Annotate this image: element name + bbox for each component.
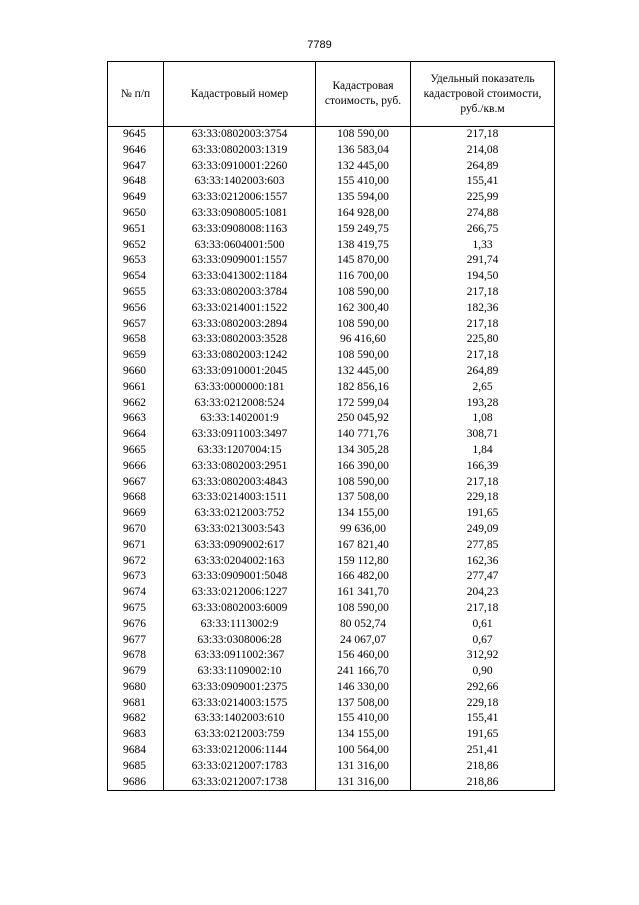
specific-value: 217,18 (411, 348, 555, 364)
specific-value: 218,86 (411, 775, 555, 791)
cadastral-value: 108 590,00 (316, 475, 411, 491)
cadastral-value: 138 419,75 (316, 238, 411, 254)
cadastral-number: 63:33:0802003:3528 (164, 332, 316, 348)
row-number: 9660 (108, 364, 164, 380)
table-row (108, 475, 555, 491)
specific-value: 229,18 (411, 696, 555, 712)
specific-value: 191,65 (411, 727, 555, 743)
specific-value: 277,85 (411, 538, 555, 554)
cadastral-number: 63:33:0000000:181 (164, 380, 316, 396)
specific-value: 2,65 (411, 380, 555, 396)
row-number: 9686 (108, 775, 164, 791)
table-row (108, 490, 555, 506)
cadastral-number: 63:33:0212006:1557 (164, 190, 316, 206)
row-number: 9675 (108, 601, 164, 617)
specific-value: 1,08 (411, 411, 555, 427)
row-number: 9683 (108, 727, 164, 743)
cadastral-value: 134 305,28 (316, 443, 411, 459)
specific-value: 264,89 (411, 364, 555, 380)
cadastral-value: 137 508,00 (316, 696, 411, 712)
row-number: 9645 (108, 127, 164, 143)
specific-value: 155,41 (411, 711, 555, 727)
cadastral-value: 155 410,00 (316, 174, 411, 190)
row-number: 9678 (108, 648, 164, 664)
row-number: 9658 (108, 332, 164, 348)
cadastral-number: 63:33:0802003:1242 (164, 348, 316, 364)
cadastral-value: 146 330,00 (316, 680, 411, 696)
table-row (108, 190, 555, 206)
cadastral-number: 63:33:0909001:1557 (164, 253, 316, 269)
table-row (108, 143, 555, 159)
cadastral-value: 166 390,00 (316, 459, 411, 475)
cadastral-number: 63:33:0212007:1738 (164, 775, 316, 791)
cadastral-value: 241 166,70 (316, 664, 411, 680)
cadastral-number: 63:33:0910001:2260 (164, 159, 316, 175)
table-row (108, 711, 555, 727)
specific-value: 217,18 (411, 127, 555, 143)
row-number: 9671 (108, 538, 164, 554)
specific-value: 217,18 (411, 601, 555, 617)
table-row (108, 380, 555, 396)
cadastral-number: 63:33:0908005:1081 (164, 206, 316, 222)
cadastral-value: 140 771,76 (316, 427, 411, 443)
specific-value: 229,18 (411, 490, 555, 506)
table-row (108, 506, 555, 522)
row-number: 9668 (108, 490, 164, 506)
table-row (108, 238, 555, 254)
specific-value: 251,41 (411, 743, 555, 759)
cadastral-number: 63:33:0604001:500 (164, 238, 316, 254)
table-row (108, 317, 555, 333)
header-specific-value: Удельный показатель кадастровой стоимости, руб./кв.м (411, 62, 555, 127)
specific-value: 218,86 (411, 759, 555, 775)
cadastral-value: 159 112,80 (316, 554, 411, 570)
specific-value: 1,33 (411, 238, 555, 254)
specific-value: 182,36 (411, 301, 555, 317)
cadastral-number: 63:33:0212008:524 (164, 396, 316, 412)
row-number: 9677 (108, 633, 164, 649)
cadastral-number: 63:33:0802003:3754 (164, 127, 316, 143)
table-row (108, 554, 555, 570)
row-number: 9681 (108, 696, 164, 712)
table-row (108, 680, 555, 696)
row-number: 9650 (108, 206, 164, 222)
row-number: 9674 (108, 585, 164, 601)
specific-value: 194,50 (411, 269, 555, 285)
cadastral-value: 108 590,00 (316, 317, 411, 333)
cadastral-value: 132 445,00 (316, 364, 411, 380)
row-number: 9649 (108, 190, 164, 206)
specific-value: 193,28 (411, 396, 555, 412)
cadastral-value: 167 821,40 (316, 538, 411, 554)
cadastral-value: 131 316,00 (316, 759, 411, 775)
table-header (108, 62, 555, 127)
cadastral-number: 63:33:0212006:1227 (164, 585, 316, 601)
table-row (108, 743, 555, 759)
table-row (108, 411, 555, 427)
cadastral-number: 63:33:0909001:5048 (164, 569, 316, 585)
cadastral-value: 166 482,00 (316, 569, 411, 585)
table-row (108, 285, 555, 301)
cadastral-value: 172 599,04 (316, 396, 411, 412)
cadastral-value: 80 052,74 (316, 617, 411, 633)
specific-value: 1,84 (411, 443, 555, 459)
cadastral-value: 108 590,00 (316, 127, 411, 143)
cadastral-number: 63:33:1109002:10 (164, 664, 316, 680)
specific-value: 266,75 (411, 222, 555, 238)
header-cadastral-number: Кадастровый номер (164, 62, 316, 127)
cadastral-number: 63:33:0909002:617 (164, 538, 316, 554)
cadastral-value: 136 583,04 (316, 143, 411, 159)
specific-value: 166,39 (411, 459, 555, 475)
cadastral-number: 63:33:0308006:28 (164, 633, 316, 649)
row-number: 9654 (108, 269, 164, 285)
cadastral-value: 159 249,75 (316, 222, 411, 238)
specific-value: 292,66 (411, 680, 555, 696)
cadastral-number: 63:33:1402003:603 (164, 174, 316, 190)
cadastral-value: 135 594,00 (316, 190, 411, 206)
cadastral-number: 63:33:0802003:3784 (164, 285, 316, 301)
table-row (108, 585, 555, 601)
specific-value: 308,71 (411, 427, 555, 443)
table-row (108, 727, 555, 743)
table-row (108, 427, 555, 443)
row-number: 9662 (108, 396, 164, 412)
cadastral-number: 63:33:0214003:1575 (164, 696, 316, 712)
row-number: 9684 (108, 743, 164, 759)
cadastral-number: 63:33:0911003:3497 (164, 427, 316, 443)
table-body (108, 127, 555, 791)
header-cadastral-value: Кадастровая стоимость, руб. (316, 62, 411, 127)
row-number: 9666 (108, 459, 164, 475)
specific-value: 0,90 (411, 664, 555, 680)
row-number: 9673 (108, 569, 164, 585)
cadastral-value: 108 590,00 (316, 285, 411, 301)
cadastral-number: 63:33:0911002:367 (164, 648, 316, 664)
row-number: 9685 (108, 759, 164, 775)
cadastral-value: 250 045,92 (316, 411, 411, 427)
row-number: 9672 (108, 554, 164, 570)
cadastral-number: 63:33:0214003:1511 (164, 490, 316, 506)
row-number: 9663 (108, 411, 164, 427)
cadastral-number: 63:33:0910001:2045 (164, 364, 316, 380)
table-row (108, 538, 555, 554)
cadastral-value: 161 341,70 (316, 585, 411, 601)
cadastral-number: 63:33:0909001:2375 (164, 680, 316, 696)
cadastral-number: 63:33:0212006:1144 (164, 743, 316, 759)
row-number: 9669 (108, 506, 164, 522)
cadastral-value: 108 590,00 (316, 601, 411, 617)
cadastral-number: 63:33:1207004:15 (164, 443, 316, 459)
table-row (108, 174, 555, 190)
cadastral-number: 63:33:1113002:9 (164, 617, 316, 633)
row-number: 9679 (108, 664, 164, 680)
cadastral-table (107, 61, 555, 791)
cadastral-number: 63:33:0413002:1184 (164, 269, 316, 285)
row-number: 9647 (108, 159, 164, 175)
cadastral-number: 63:33:0802003:2951 (164, 459, 316, 475)
row-number: 9656 (108, 301, 164, 317)
cadastral-number: 63:33:0213003:543 (164, 522, 316, 538)
row-number: 9646 (108, 143, 164, 159)
table-row (108, 269, 555, 285)
table-row (108, 664, 555, 680)
cadastral-value: 155 410,00 (316, 711, 411, 727)
table-row (108, 601, 555, 617)
cadastral-number: 63:33:0802003:4843 (164, 475, 316, 491)
table-row (108, 459, 555, 475)
cadastral-number: 63:33:0212007:1783 (164, 759, 316, 775)
cadastral-value: 132 445,00 (316, 159, 411, 175)
specific-value: 225,99 (411, 190, 555, 206)
row-number: 9664 (108, 427, 164, 443)
cadastral-value: 99 636,00 (316, 522, 411, 538)
row-number: 9676 (108, 617, 164, 633)
cadastral-value: 134 155,00 (316, 506, 411, 522)
cadastral-value: 24 067,07 (316, 633, 411, 649)
cadastral-value: 116 700,00 (316, 269, 411, 285)
specific-value: 214,08 (411, 143, 555, 159)
specific-value: 0,67 (411, 633, 555, 649)
row-number: 9682 (108, 711, 164, 727)
cadastral-number: 63:33:0908008:1163 (164, 222, 316, 238)
table-row (108, 522, 555, 538)
table-row (108, 759, 555, 775)
cadastral-value: 156 460,00 (316, 648, 411, 664)
specific-value: 155,41 (411, 174, 555, 190)
cadastral-number: 63:33:0214001:1522 (164, 301, 316, 317)
row-number: 9657 (108, 317, 164, 333)
specific-value: 162,36 (411, 554, 555, 570)
row-number: 9667 (108, 475, 164, 491)
table-row (108, 396, 555, 412)
cadastral-number: 63:33:0802003:6009 (164, 601, 316, 617)
table-row (108, 775, 555, 791)
row-number: 9648 (108, 174, 164, 190)
table-row (108, 159, 555, 175)
table-row (108, 617, 555, 633)
row-number: 9653 (108, 253, 164, 269)
row-number: 9661 (108, 380, 164, 396)
cadastral-value: 182 856,16 (316, 380, 411, 396)
cadastral-value: 100 564,00 (316, 743, 411, 759)
specific-value: 217,18 (411, 285, 555, 301)
table-row (108, 696, 555, 712)
cadastral-value: 164 928,00 (316, 206, 411, 222)
specific-value: 249,09 (411, 522, 555, 538)
cadastral-value: 162 300,40 (316, 301, 411, 317)
specific-value: 204,23 (411, 585, 555, 601)
table-row (108, 569, 555, 585)
row-number: 9655 (108, 285, 164, 301)
cadastral-number: 63:33:0212003:752 (164, 506, 316, 522)
cadastral-value: 137 508,00 (316, 490, 411, 506)
specific-value: 274,88 (411, 206, 555, 222)
row-number: 9665 (108, 443, 164, 459)
cadastral-number: 63:33:0204002:163 (164, 554, 316, 570)
specific-value: 217,18 (411, 317, 555, 333)
row-number: 9670 (108, 522, 164, 538)
table-row (108, 443, 555, 459)
cadastral-value: 96 416,60 (316, 332, 411, 348)
cadastral-value: 145 870,00 (316, 253, 411, 269)
row-number: 9652 (108, 238, 164, 254)
table-row (108, 633, 555, 649)
cadastral-value: 134 155,00 (316, 727, 411, 743)
specific-value: 291,74 (411, 253, 555, 269)
table-row (108, 364, 555, 380)
specific-value: 217,18 (411, 475, 555, 491)
specific-value: 0,61 (411, 617, 555, 633)
table-row (108, 206, 555, 222)
page-number: 7789 (307, 39, 332, 51)
cadastral-number: 63:33:0802003:1319 (164, 143, 316, 159)
cadastral-value: 131 316,00 (316, 775, 411, 791)
specific-value: 191,65 (411, 506, 555, 522)
specific-value: 277,47 (411, 569, 555, 585)
table-row (108, 222, 555, 238)
table-row (108, 332, 555, 348)
table-row (108, 253, 555, 269)
row-number: 9651 (108, 222, 164, 238)
header-num: № п/п (108, 62, 164, 127)
specific-value: 312,92 (411, 648, 555, 664)
cadastral-value: 108 590,00 (316, 348, 411, 364)
table-row (108, 127, 555, 143)
cadastral-number: 63:33:0802003:2894 (164, 317, 316, 333)
specific-value: 225,80 (411, 332, 555, 348)
cadastral-number: 63:33:1402001:9 (164, 411, 316, 427)
specific-value: 264,89 (411, 159, 555, 175)
row-number: 9680 (108, 680, 164, 696)
row-number: 9659 (108, 348, 164, 364)
table-row (108, 348, 555, 364)
cadastral-number: 63:33:0212003:759 (164, 727, 316, 743)
table-row (108, 648, 555, 664)
cadastral-number: 63:33:1402003:610 (164, 711, 316, 727)
table-row (108, 301, 555, 317)
